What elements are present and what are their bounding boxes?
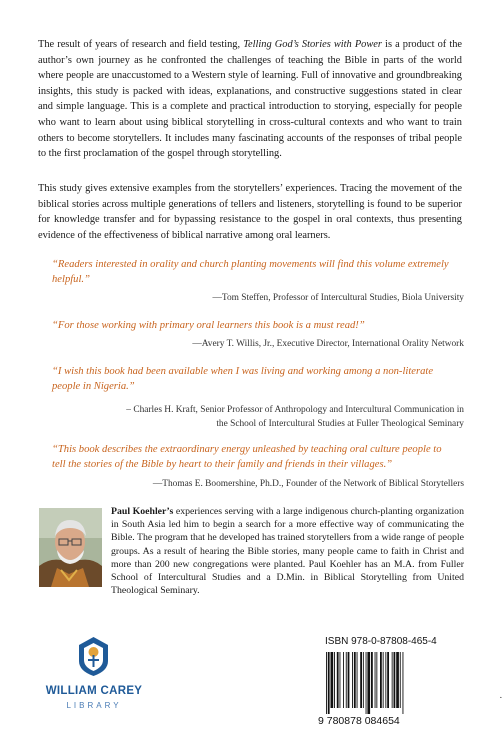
- publisher-sub: LIBRARY: [66, 701, 122, 710]
- endorsement-attribution: [44, 403, 464, 431]
- description-paragraph-2: This study gives extensive examples from the storytellers’ experiences. Tracing the movement of the biblical stories across multiple generations of tellers and listeners, storytelling is found to be superior for knowledge transfer and for bypassing resistance to the gospel in oral contexts, thus presenting evidence of the effectiveness of biblical narrative among oral learners.: [38, 183, 462, 241]
- author-bio-text: experiences serving with a large indigenous church-planting organization in South Asia led him to begin a search for a more effective way of communicating the Bible. The program that he developed has trained storytellers from a wide range of people groups. As a result of hearing the Bible stories, many people came to faith in Christ and more than 200 new congregations were planted. Paul Koehler has an M.A. from Fuller School of Intercultural Studies and a D.Min. in Biblical Storytelling from United Theological Seminary.: [111, 506, 464, 597]
- barcode-image: [326, 652, 464, 714]
- description-text: is a product of the author’s own journey as he confronted the challenges of teaching the Bible in parts of the world where people are unaccustomed to a Western style of learning. Full of innovative and groundbreaking insights, this study is packed with ideas, explanations, and constructive suggestions stated in clear and simple language. This is a complete and practical introduction to storying, especially for people who want to learn about using biblical storytelling in cross-cultural contexts and who want to train others to become storytellers. It includes many fascinating accounts of the responses of tribal people to the first proclamation of the gospel through storytelling.: [38, 39, 463, 160]
- attribution-text: – Charles H. Kraft, Senior Professor of Anthropology and Intercultural Communication in: [126, 405, 464, 415]
- book-title: Telling God’s Stories with Power: [243, 39, 382, 50]
- author-portrait-image: [39, 508, 102, 587]
- description-text: The result of years of research and field testing,: [38, 39, 244, 50]
- author-name: Paul Koehler’s: [111, 506, 174, 517]
- author-photo: [39, 508, 102, 587]
- endorsement-quote: “I wish this book had been available when I was living and working among a non-literate people in Nigeria.”: [52, 366, 434, 392]
- endorsement-quote: “This book describes the extraordinary energy unleashed by teaching oral culture people to tell the stories of the Bible by heart to their family and friends in their villages.”: [52, 444, 442, 470]
- publisher-logo-icon: [77, 635, 110, 677]
- barcode-digits: 9 780878 084654: [318, 715, 400, 727]
- endorsement-quote: “For those working with primary oral learners this book is a must read!”: [52, 320, 365, 331]
- endorsement-attribution: [44, 477, 464, 491]
- isbn-label: ISBN 978-0-87808-465-4: [325, 636, 437, 647]
- attribution-text: —Avery T. Willis, Jr., Executive Director, International Orality Network: [192, 339, 464, 349]
- page-edge-mark: .: [499, 690, 502, 700]
- publisher-logo: [34, 635, 154, 715]
- endorsement-attribution: [44, 337, 464, 351]
- author-bio: [111, 505, 464, 597]
- publisher-name: WILLIAM CAREY: [45, 685, 143, 697]
- attribution-text: —Thomas E. Boomershine, Ph.D., Founder of the Network of Biblical Storytellers: [152, 479, 464, 489]
- description-paragraph-1: [38, 37, 462, 162]
- endorsement-attribution: [44, 291, 464, 305]
- attribution-text: —Tom Steffen, Professor of Intercultural Studies, Biola University: [212, 293, 464, 303]
- endorsement-quote: “Readers interested in orality and church planting movements will find this volume extremely helpful.”: [52, 259, 449, 285]
- attribution-text-line2: the School of Intercultural Studies at Fuller Theological Seminary: [216, 419, 464, 429]
